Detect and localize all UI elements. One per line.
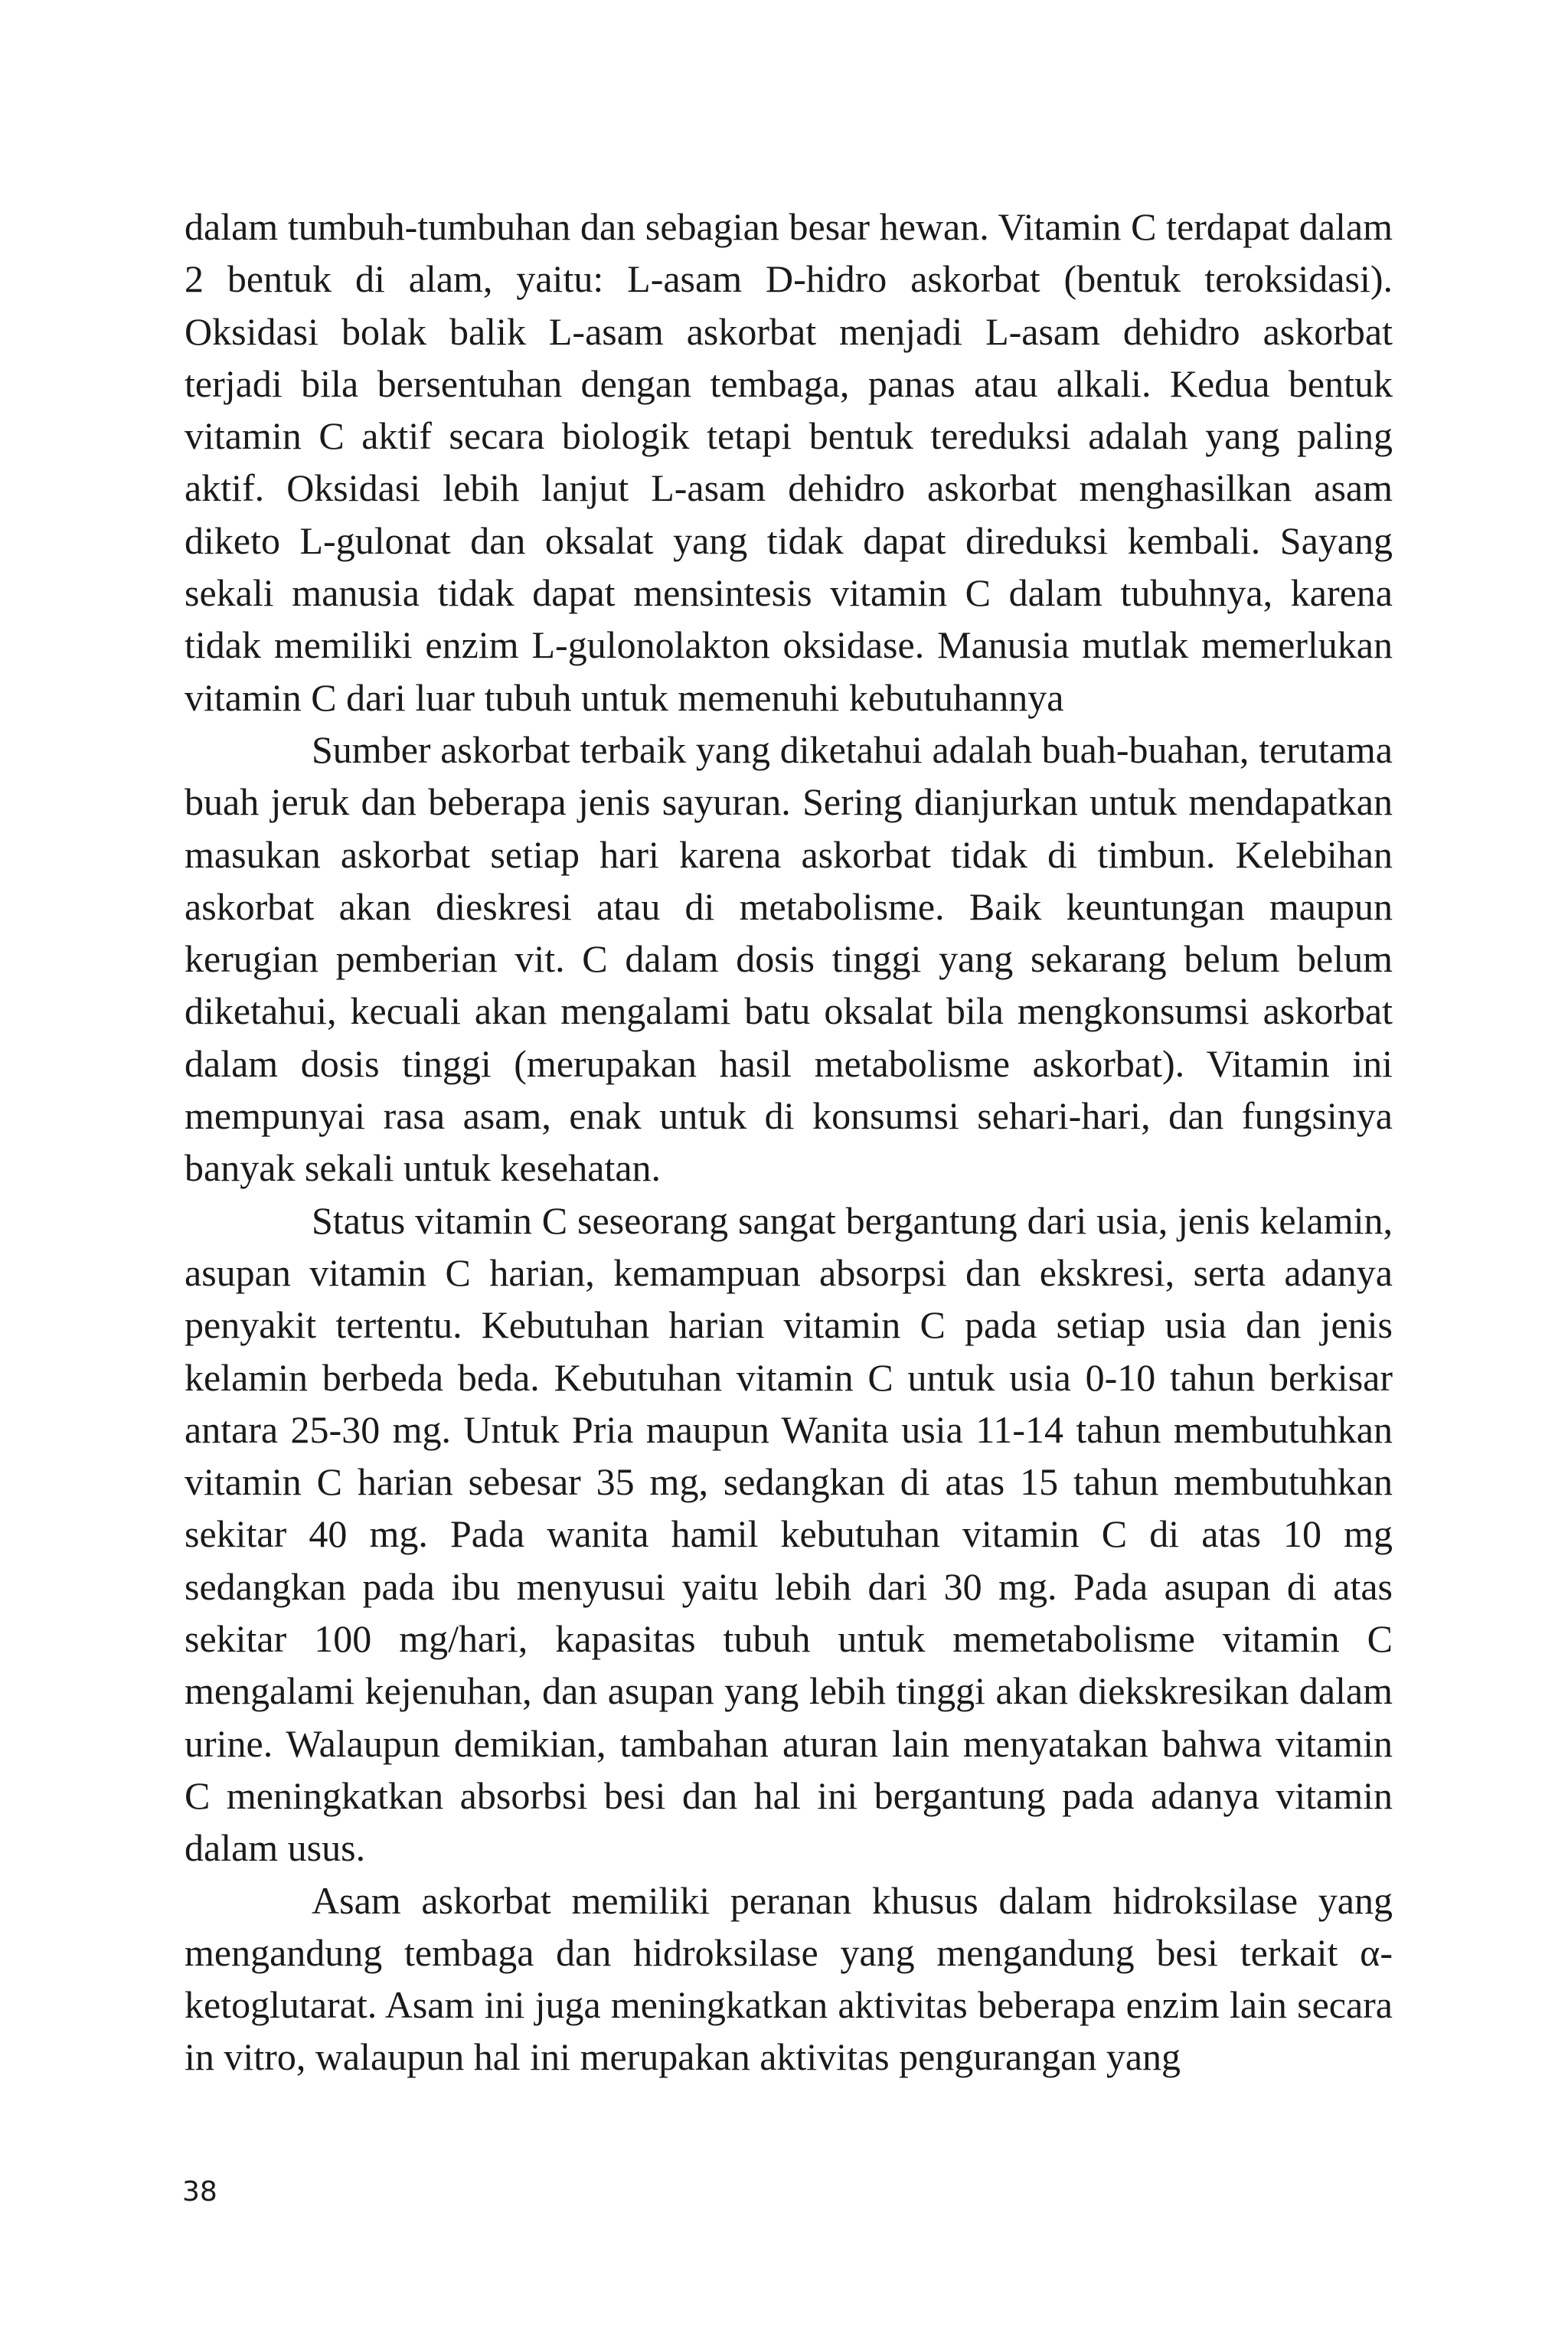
paragraph-3: Status vitamin C seseorang sangat bergantung dari usia, jenis kelamin, asupan vitamin C harian, kemampuan absorpsi dan ekskresi, serta adanya penyakit tertentu. Kebutuhan harian vitamin C pada setiap usia dan jenis kelamin berbeda beda. Kebutuhan vitamin C untuk usia 0-10 tahun berkisar antara 25-30 mg. Untuk Pria maupun Wanita usia 11-14 tahun membutuhkan vitamin C harian sebesar 35 mg, sedangkan di atas 15 tahun membutuhkan sekitar 40 mg. Pada wanita hamil kebutuhan vitamin C di atas 10 mg sedangkan pada ibu menyusui yaitu lebih dari 30 mg. Pada asupan di atas sekitar 100 mg/hari, kapasitas tubuh untuk memetabolisme vitamin C mengalami kejenuhan, dan asupan yang lebih tinggi akan diekskresikan dalam urine. Walaupun demikian, tambahan aturan lain menyatakan bahwa vitamin C meningkatkan absorbsi besi dan hal ini bergantung pada adanya vitamin dalam usus. — [185, 1198, 1393, 1870]
paragraph-2: Sumber askorbat terbaik yang diketahui adalah buah-buahan, terutama buah jeruk dan beberapa jenis sayuran. Sering dianjurkan untuk mendapatkan masukan askorbat setiap hari karena askorbat tidak di timbun. Kelebihan askorbat akan dieskresi atau di metabolisme. Baik keuntungan maupun kerugian pemberian vit. C dalam dosis tinggi yang sekarang belum belum diketahui, kecuali akan mengalami batu oksalat bila mengkonsumsi askorbat dalam dosis tinggi (merupakan hasil metabolisme askorbat). Vitamin ini mempunyai rasa asam, enak untuk di konsumsi sehari-hari, dan fungsinya banyak sekali untuk kesehatan. — [185, 727, 1393, 1190]
page-number: 38 — [182, 2176, 217, 2208]
paragraph-1: dalam tumbuh-tumbuhan dan sebagian besar hewan. Vitamin C terdapat dalam 2 bentuk di alam, yaitu: L-asam D-hidro askorbat (bentuk teroksidasi). Oksidasi bolak balik L-asam askorbat menjadi L-asam dehidro askorbat terjadi bila bersentuhan dengan tembaga, panas atau alkali. Kedua bentuk vitamin C aktif secara biologik tetapi bentuk tereduksi adalah yang paling aktif. Oksidasi lebih lanjut L-asam dehidro askorbat menghasilkan asam diketo L-gulonat dan oksalat yang tidak dapat direduksi kembali. Sayang sekali manusia tidak dapat mensintesis vitamin C dalam tubuhnya, karena tidak memiliki enzim L-gulonolakton oksidase. Manusia mutlak memerlukan vitamin C dari luar tubuh untuk memenuhi kebutuhannya — [185, 205, 1393, 719]
body-text — [185, 201, 1393, 2084]
paragraph-4: Asam askorbat memiliki peranan khusus dalam hidroksilase yang mengandung tembaga dan hidroksilase yang mengandung besi terkait α-ketoglutarat. Asam ini juga meningkatkan aktivitas beberapa enzim lain secara in vitro, walaupun hal ini merupakan aktivitas pengurangan yang — [185, 1878, 1393, 2079]
